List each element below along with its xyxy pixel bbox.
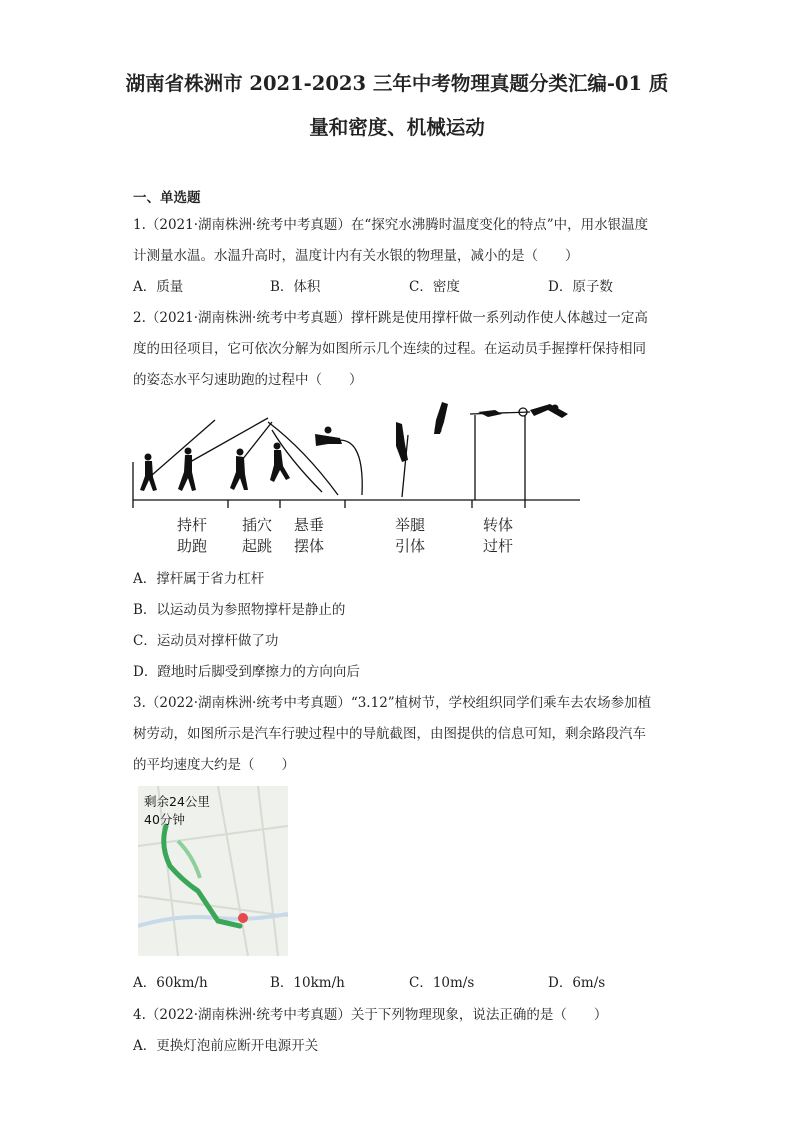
q1-stem-line1: 1.（2021·湖南株洲·统考中考真题）在“探究水沸腾时温度变化的特点”中，用水银温度 xyxy=(133,217,649,233)
section-heading: 一、单选题 xyxy=(133,190,201,206)
q3-option-c: C．10m/s xyxy=(409,975,475,991)
q1-option-a: A．质量 xyxy=(133,279,184,295)
q2-stem-line2: 度的田径项目，它可依次分解为如图所示几个连续的过程。在运动员手握撑杆保持相同 xyxy=(133,341,646,357)
q2-option-d: D．蹬地时后脚受到摩擦力的方向向后 xyxy=(133,664,360,680)
stage-label-5: 转体 过杆 xyxy=(483,516,514,555)
q1-option-c: C．密度 xyxy=(409,279,460,295)
stage-label-4: 举腿 引体 xyxy=(395,516,426,555)
q3-stem-line2: 树劳动，如图所示是汽车行驶过程中的导航截图，由图提供的信息可知，剩余路段汽车 xyxy=(133,726,646,742)
navigation-map xyxy=(138,786,288,956)
q4-option-a: A．更换灯泡前应断开电源开关 xyxy=(133,1038,319,1054)
stage-label-3: 悬垂 摆体 xyxy=(294,516,325,555)
document-title-line1: 湖南省株洲市 2021-2023 三年中考物理真题分类汇编-01 质 xyxy=(125,72,669,95)
pole-vault-figure xyxy=(130,400,580,560)
q1-option-b: B．体积 xyxy=(270,279,321,295)
q1-option-d: D．原子数 xyxy=(548,279,613,295)
document-title-line2: 量和密度、机械运动 xyxy=(309,116,485,139)
q3-stem-line1: 3.（2022·湖南株洲·统考中考真题）“3.12”植树节，学校组织同学们乘车去农场参加植 xyxy=(133,695,652,711)
q2-option-a: A．撑杆属于省力杠杆 xyxy=(133,571,265,587)
q2-stem-line1: 2.（2021·湖南株洲·统考中考真题）撑杆跳是使用撑杆做一系列动作使人体越过一定高 xyxy=(133,310,648,326)
q3-option-a: A．60km/h xyxy=(133,975,208,991)
q3-option-d: D．6m/s xyxy=(548,975,606,991)
q3-option-b: B．10km/h xyxy=(270,975,345,991)
stage-label-2: 插穴 起跳 xyxy=(242,516,273,555)
q2-option-b: B．以运动员为参照物撑杆是静止的 xyxy=(133,602,346,618)
q2-stem-line3: 的姿态水平匀速助跑的过程中（ ） xyxy=(133,372,363,388)
stage-label-1: 持杆 助跑 xyxy=(177,516,208,555)
q1-stem-line2: 计测量水温。水温升高时，温度计内有关水银的物理量，减小的是（ ） xyxy=(133,248,579,264)
q2-option-c: C．运动员对撑杆做了功 xyxy=(133,633,279,649)
q4-stem-line1: 4.（2022·湖南株洲·统考中考真题）关于下列物理现象，说法正确的是（ ） xyxy=(133,1007,608,1023)
remaining-time: 40分钟 xyxy=(144,812,185,827)
remaining-distance: 剩余24公里 xyxy=(144,794,210,809)
q3-stem-line3: 的平均速度大约是（ ） xyxy=(133,757,295,773)
